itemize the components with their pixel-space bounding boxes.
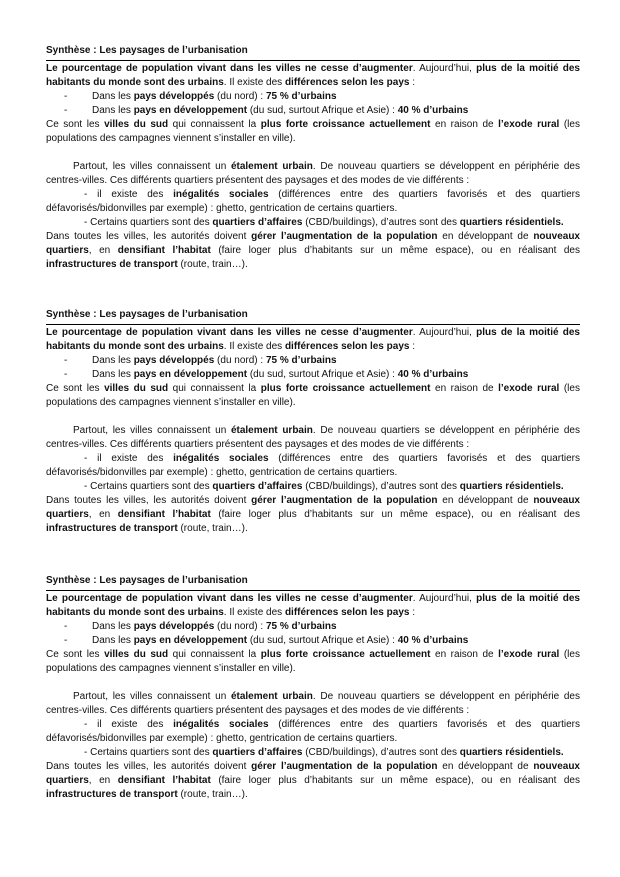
list-item-developing: - Dans les pays en développement (du sud, surtout Afrique et Asie) : 40 % d’urbains — [46, 368, 580, 382]
inequality-paragraph: - il existe des inégalités sociales (différences entre des quartiers favorisés et des quartiers défavorisés/bidonvilles par exemple) : ghetto, gentrication de certains quartiers. — [46, 719, 580, 744]
growth-paragraph: Ce sont les villes du sud qui connaissent la plus forte croissance actuellement en raison de l’exode rural (les populations des campagnes viennent s’installer en ville). — [46, 119, 580, 144]
list-item-developing: - Dans les pays en développement (du sud, surtout Afrique et Asie) : 40 % d’urbains — [46, 104, 580, 118]
inequality-paragraph: - il existe des inégalités sociales (différences entre des quartiers favorisés et des quartiers défavorisés/bidonvilles par exemple) : ghetto, gentrication de certains quartiers. — [46, 453, 580, 478]
growth-paragraph: Ce sont les villes du sud qui connaissent la plus forte croissance actuellement en raison de l’exode rural (les populations des campagnes viennent s’installer en ville). — [46, 649, 580, 674]
bullet-dash: - — [64, 105, 68, 116]
synthesis-section — [46, 308, 580, 536]
authorities-paragraph: Dans toutes les villes, les autorités doivent gérer l’augmentation de la population en développant de nouveaux quartiers, en densifiant l’habitat (faire loger plus d’habitants sur un même espace), ou en réalisant des infrastructures de transport (route, train…). — [46, 231, 580, 270]
growth-paragraph: Ce sont les villes du sud qui connaissent la plus forte croissance actuellement en raison de l’exode rural (les populations des campagnes viennent s’installer en ville). — [46, 383, 580, 408]
synthesis-section — [46, 44, 580, 272]
list-item-developed: - Dans les pays développés (du nord) : 75 % d’urbains — [46, 620, 580, 634]
title-underline — [46, 590, 580, 591]
sprawl-paragraph: Partout, les villes connaissent un étalement urbain. De nouveau quartiers se développent en périphérie des centres-villes. Ces différents quartiers présentent des paysages et des modes de vie différents : — [46, 425, 580, 450]
inequality-paragraph: - il existe des inégalités sociales (différences entre des quartiers favorisés et des quartiers défavorisés/bidonvilles par exemple) : ghetto, gentrication de certains quartiers. — [46, 189, 580, 214]
title-underline — [46, 324, 580, 325]
list-item-developed: - Dans les pays développés (du nord) : 75 % d’urbains — [46, 354, 580, 368]
list-item-developing: - Dans les pays en développement (du sud, surtout Afrique et Asie) : 40 % d’urbains — [46, 634, 580, 648]
section-title: Synthèse : Les paysages de l’urbanisation — [46, 309, 248, 320]
districts-paragraph: - Certains quartiers sont des quartiers d’affaires (CBD/buildings), d’autres sont des quartiers résidentiels. — [84, 481, 564, 492]
bullet-dash: - — [64, 621, 68, 632]
intro-paragraph: Le pourcentage de population vivant dans les villes ne cesse d’augmenter. Aujourd’hui, plus de la moitié des habitants du monde sont des urbains. Il existe des différences selon les pays : — [46, 63, 580, 88]
bullet-dash: - — [64, 355, 68, 366]
section-title: Synthèse : Les paysages de l’urbanisation — [46, 45, 248, 56]
synthesis-section — [46, 574, 580, 802]
title-underline — [46, 60, 580, 61]
sprawl-paragraph: Partout, les villes connaissent un étalement urbain. De nouveau quartiers se développent en périphérie des centres-villes. Ces différents quartiers présentent des paysages et des modes de vie différents : — [46, 691, 580, 716]
authorities-paragraph: Dans toutes les villes, les autorités doivent gérer l’augmentation de la population en développant de nouveaux quartiers, en densifiant l’habitat (faire loger plus d’habitants sur un même espace), ou en réalisant des infrastructures de transport (route, train…). — [46, 495, 580, 534]
intro-paragraph: Le pourcentage de population vivant dans les villes ne cesse d’augmenter. Aujourd’hui, plus de la moitié des habitants du monde sont des urbains. Il existe des différences selon les pays : — [46, 593, 580, 618]
districts-paragraph: - Certains quartiers sont des quartiers d’affaires (CBD/buildings), d’autres sont des quartiers résidentiels. — [84, 747, 564, 758]
sprawl-paragraph: Partout, les villes connaissent un étalement urbain. De nouveau quartiers se développent en périphérie des centres-villes. Ces différents quartiers présentent des paysages et des modes de vie différents : — [46, 161, 580, 186]
intro-paragraph: Le pourcentage de population vivant dans les villes ne cesse d’augmenter. Aujourd’hui, plus de la moitié des habitants du monde sont des urbains. Il existe des différences selon les pays : — [46, 327, 580, 352]
bullet-dash: - — [64, 369, 68, 380]
authorities-paragraph: Dans toutes les villes, les autorités doivent gérer l’augmentation de la population en développant de nouveaux quartiers, en densifiant l’habitat (faire loger plus d’habitants sur un même espace), ou en réalisant des infrastructures de transport (route, train…). — [46, 761, 580, 800]
districts-paragraph: - Certains quartiers sont des quartiers d’affaires (CBD/buildings), d’autres sont des quartiers résidentiels. — [84, 217, 564, 228]
list-item-developed: - Dans les pays développés (du nord) : 75 % d’urbains — [46, 90, 580, 104]
bullet-dash: - — [64, 635, 68, 646]
bullet-dash: - — [64, 91, 68, 102]
section-title: Synthèse : Les paysages de l’urbanisation — [46, 575, 248, 586]
